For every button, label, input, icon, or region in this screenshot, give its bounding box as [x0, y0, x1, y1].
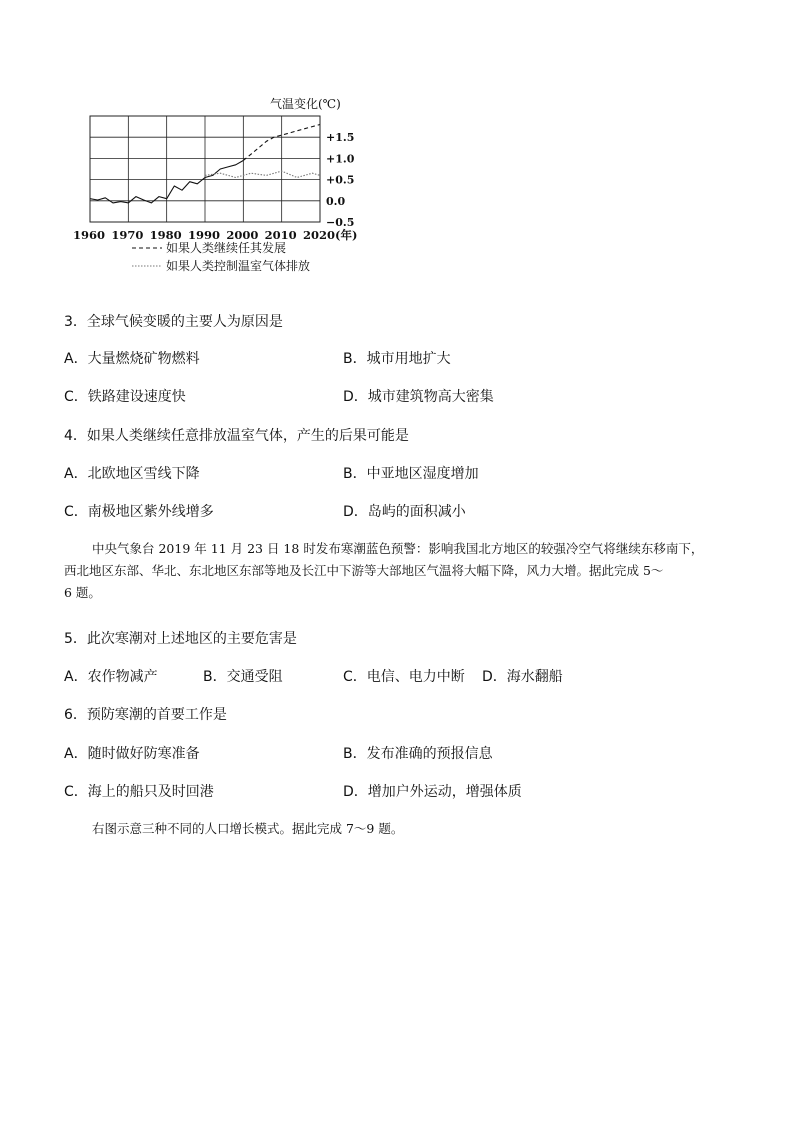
series-line-3 [205, 171, 320, 177]
y-tick-label: 0.0 [326, 194, 346, 208]
question-3-stem: 3．全球气候变暖的主要人为原因是 [64, 314, 283, 330]
q4-option-c: C．南极地区紫外线增多 [64, 504, 214, 520]
y-tick-label: +0.5 [326, 173, 355, 187]
q3-option-a: A．大量燃烧矿物燃料 [64, 351, 200, 367]
passage-line-2: 西北地区东部、华北、东北地区东部等地及长江中下游等大部地区气温将大幅下降，风力大增。据此完成 5～ [64, 563, 664, 578]
q6-option-c: C．海上的船只及时回港 [64, 784, 214, 800]
q3-option-c: C．铁路建设速度快 [64, 389, 186, 405]
q6-option-d: D．增加户外运动，增强体质 [343, 784, 522, 800]
x-tick-label: 2000 [226, 228, 259, 242]
q5-option-d: D．海水翻船 [482, 669, 563, 685]
x-tick-label: 2010 [264, 228, 297, 242]
passage-cold-wave [64, 538, 732, 604]
q6-option-b: B．发布准确的预报信息 [343, 746, 493, 762]
x-tick-label: 1980 [149, 228, 182, 242]
x-tick-label: 1960 [73, 228, 106, 242]
q3-option-d: D．城市建筑物高大密集 [343, 389, 494, 405]
q4-option-b: B．中亚地区湿度增加 [343, 466, 479, 482]
question-5-stem: 5．此次寒潮对上述地区的主要危害是 [64, 631, 297, 647]
q3-option-b: B．城市用地扩大 [343, 351, 451, 367]
q4-option-d: D．岛屿的面积减小 [343, 504, 466, 520]
chart-grid [90, 116, 320, 222]
chart-legend [132, 240, 310, 273]
legend-label: 如果人类控制温室气体排放 [166, 259, 311, 273]
question-6-stem: 6．预防寒潮的首要工作是 [64, 707, 227, 723]
x-tick-label: 1990 [188, 228, 221, 242]
y-tick-label: +1.5 [326, 131, 355, 145]
y-tick-labels [326, 131, 355, 229]
q5-option-b: B．交通受阻 [203, 669, 283, 685]
temperature-change-chart [70, 90, 370, 286]
passage-line-3: 6 题。 [64, 585, 101, 600]
y-tick-label: −0.5 [326, 216, 355, 229]
passage-population-models [64, 818, 732, 840]
chart-svg [70, 90, 370, 286]
legend-label: 如果人类继续任其发展 [166, 241, 287, 255]
q4-option-a: A．北欧地区雪线下降 [64, 466, 200, 482]
x-tick-labels [73, 228, 357, 242]
passage2-line-1: 右图示意三种不同的人口增长模式。据此完成 7～9 题。 [92, 821, 404, 836]
y-tick-label: +1.0 [326, 152, 355, 166]
y-axis-title: 气温变化(℃) [270, 97, 341, 111]
x-tick-label: 2020(年) [303, 228, 358, 242]
q5-option-c: C．电信、电力中断 [343, 669, 465, 685]
q5-option-a: A．农作物减产 [64, 669, 158, 685]
passage-line-1: 中央气象台 2019 年 11 月 23 日 18 时发布寒潮蓝色预警：影响我国北方地区的较强冷空气将继续东移南下， [92, 541, 704, 556]
question-4-stem: 4．如果人类继续任意排放温室气体，产生的后果可能是 [64, 428, 409, 444]
q6-option-a: A．随时做好防寒准备 [64, 746, 200, 762]
x-tick-label: 1970 [111, 228, 144, 242]
